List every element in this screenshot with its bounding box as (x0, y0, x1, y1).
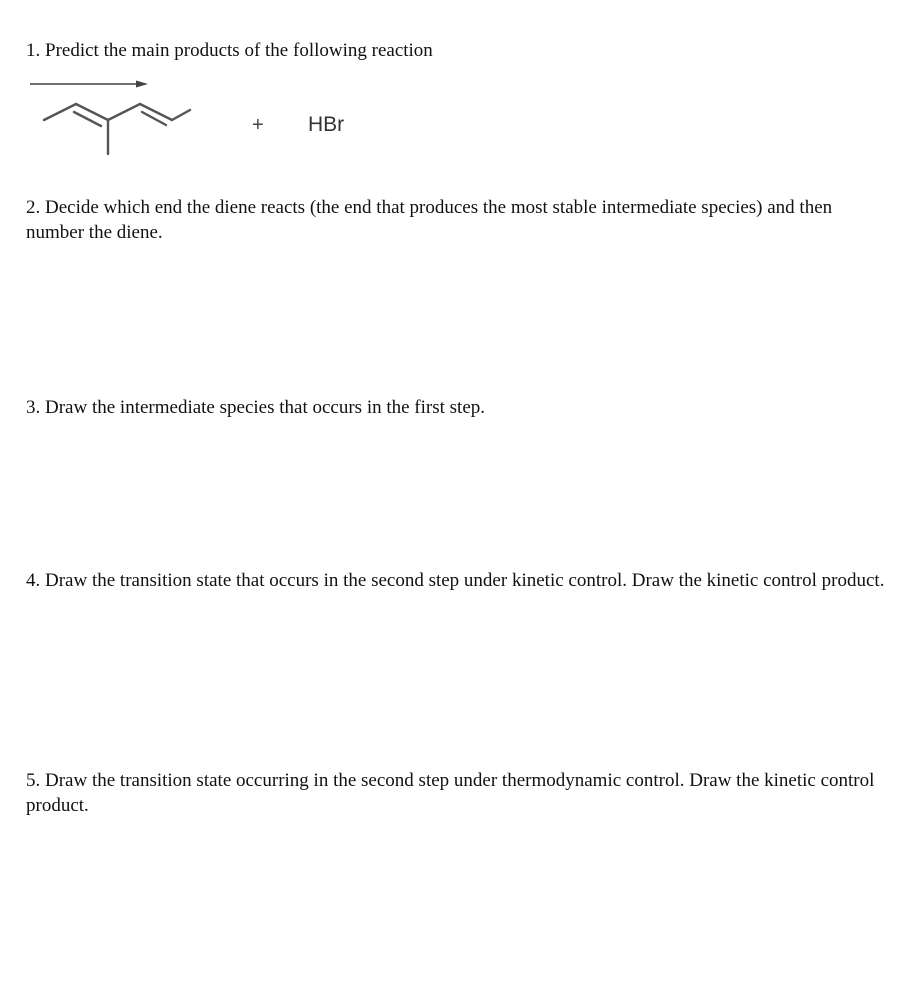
reagent-hbr: HBr (308, 113, 345, 136)
question-4-text: 4. Draw the transition state that occurs in the second step under kinetic control. Draw the kinetic control product. (26, 570, 885, 591)
reaction-arrow-icon (30, 78, 150, 90)
reaction-scheme (30, 78, 500, 168)
question-5-text: 5. Draw the transition state occurring in the second step under thermodynamic control. Draw the kinetic control product. (26, 770, 875, 816)
plus-sign: + (252, 114, 264, 136)
diene-bond-2 (108, 104, 140, 120)
diene-bond-1 (44, 104, 76, 120)
diene-structure-drawing (30, 78, 230, 168)
question-2-text: 2. Decide which end the diene reacts (the end that produces the most stable intermediate species) and then number the diene. (26, 197, 833, 243)
diene-double-bond-1 (76, 104, 108, 120)
diene-double-bond-2 (140, 104, 172, 120)
question-3-text: 3. Draw the intermediate species that occurs in the first step. (26, 397, 486, 418)
question-1-text: 1. Predict the main products of the following reaction (26, 40, 433, 61)
diene-bond-3 (172, 110, 190, 120)
